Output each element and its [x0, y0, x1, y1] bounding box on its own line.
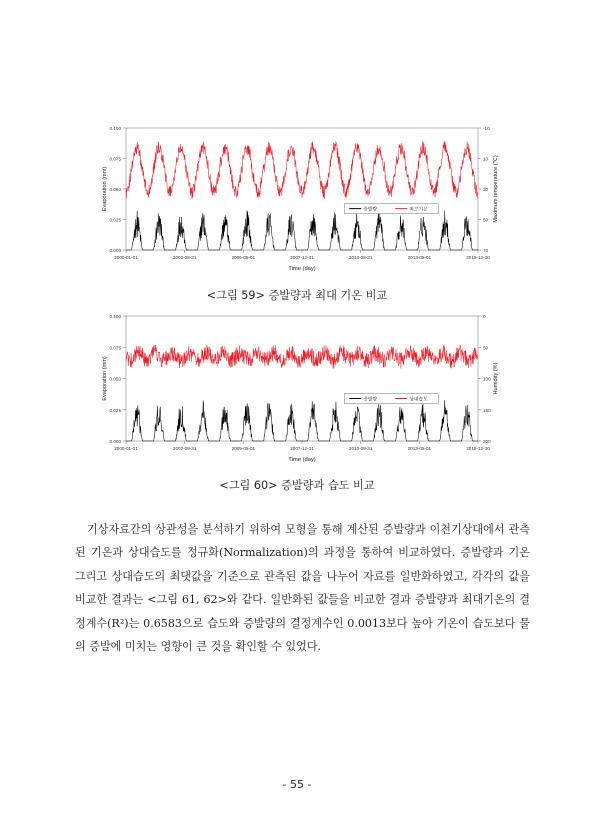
left-tick-label: 0.025 — [109, 217, 121, 223]
left-tick-label: 0.100 — [109, 314, 121, 319]
left-tick-label: 0.050 — [109, 376, 121, 382]
x-tick-label: 2002-08-31 — [172, 446, 197, 451]
x-tick-label: 2007-12-31 — [290, 446, 314, 451]
right-axis-label: Maximum temperature (℃) — [493, 155, 499, 223]
right-axis-label: Humidity (%) — [493, 362, 499, 395]
left-tick-label: 0.100 — [109, 126, 121, 131]
left-tick-label: 0.075 — [109, 345, 121, 351]
right-tick-label: 30 — [483, 187, 489, 192]
figure-59-chart — [96, 118, 506, 280]
page-number: - 55 - — [282, 778, 312, 791]
right-tick-label: 200 — [483, 439, 491, 444]
x-axis-label: Time (day) — [288, 457, 316, 463]
x-tick-label: 2010-08-31 — [348, 446, 373, 451]
right-tick-label: 50 — [483, 345, 489, 351]
right-tick-label: 0 — [483, 314, 486, 319]
x-tick-label: 2002-08-31 — [172, 255, 197, 260]
x-tick-label: 2013-05-01 — [407, 446, 432, 451]
right-tick-label: 100 — [483, 376, 491, 382]
left-tick-label: 0.025 — [109, 407, 121, 413]
left-axis-label: Evaporation (mm) — [102, 356, 108, 401]
right-tick-label: 50 — [483, 217, 489, 223]
x-tick-label: 2010-08-31 — [348, 255, 373, 260]
legend-label: 최고기온 — [409, 207, 428, 213]
series-line-2 — [126, 141, 478, 198]
right-tick-label: 70 — [483, 248, 489, 253]
x-tick-label: 2005-05-01 — [231, 255, 256, 260]
x-tick-label: 2015-12-30 — [466, 446, 490, 451]
figure-60-caption: <그림 60> 증발량과 습도 비교 — [219, 479, 375, 492]
left-tick-label: 0.050 — [109, 187, 121, 192]
x-axis-label: Time (day) — [288, 266, 316, 272]
right-tick-label: 10 — [483, 156, 489, 162]
chart-svg — [96, 306, 506, 471]
legend-label: 증발량 — [363, 207, 378, 213]
x-tick-label: 2007-12-31 — [290, 255, 314, 260]
x-tick-label: 2005-05-01 — [231, 446, 256, 451]
left-tick-label: 0.000 — [109, 439, 121, 444]
figure-59-caption: <그림 59> 증발량과 최대 기온 비교 — [206, 289, 388, 302]
series-line-2 — [126, 345, 478, 369]
right-tick-label: -10 — [483, 126, 490, 131]
x-tick-label: 2000-01-01 — [114, 255, 138, 260]
left-tick-label: 0.000 — [109, 248, 121, 253]
series-line-1 — [126, 210, 478, 250]
body-paragraph-container — [75, 518, 530, 658]
right-tick-label: 150 — [483, 407, 491, 413]
series-line-1 — [126, 400, 478, 441]
legend-label: 증발량 — [363, 397, 378, 403]
x-tick-label: 2015-12-30 — [466, 255, 490, 260]
chart-svg — [96, 118, 506, 280]
left-axis-label: Evaporation (mm) — [102, 166, 108, 212]
legend-label: 상대습도 — [409, 397, 428, 403]
x-tick-label: 2000-01-01 — [114, 446, 138, 451]
body-paragraph: 기상자료간의 상관성을 분석하기 위하여 모형을 통해 계산된 증발량과 이천기상대에서 관측된 기온과 상대습도를 정규화(Normalization)의 과정을 통하여 비교하였다. 증발량과 기온 그리고 상대습도의 최댓값을 기준으로 관측된 값을 나누어 자료를 일반화하였고, 각각의 값을 비교한 결과는 <그림 61, 62>와 같다. 일반화된 값들을 비교한 결과 증발량과 최대기온의 결정계수(R²)는 0.6583으로 습도와 증발량의 결정계수인 0.0013보다 높아 기온이 습도보다 물의 증발에 미치는 영향이 큰 것을 확인할 수 있었다. — [75, 523, 530, 654]
left-tick-label: 0.075 — [109, 156, 121, 162]
figure-60-chart — [96, 306, 506, 471]
x-tick-label: 2013-05-01 — [407, 255, 432, 260]
